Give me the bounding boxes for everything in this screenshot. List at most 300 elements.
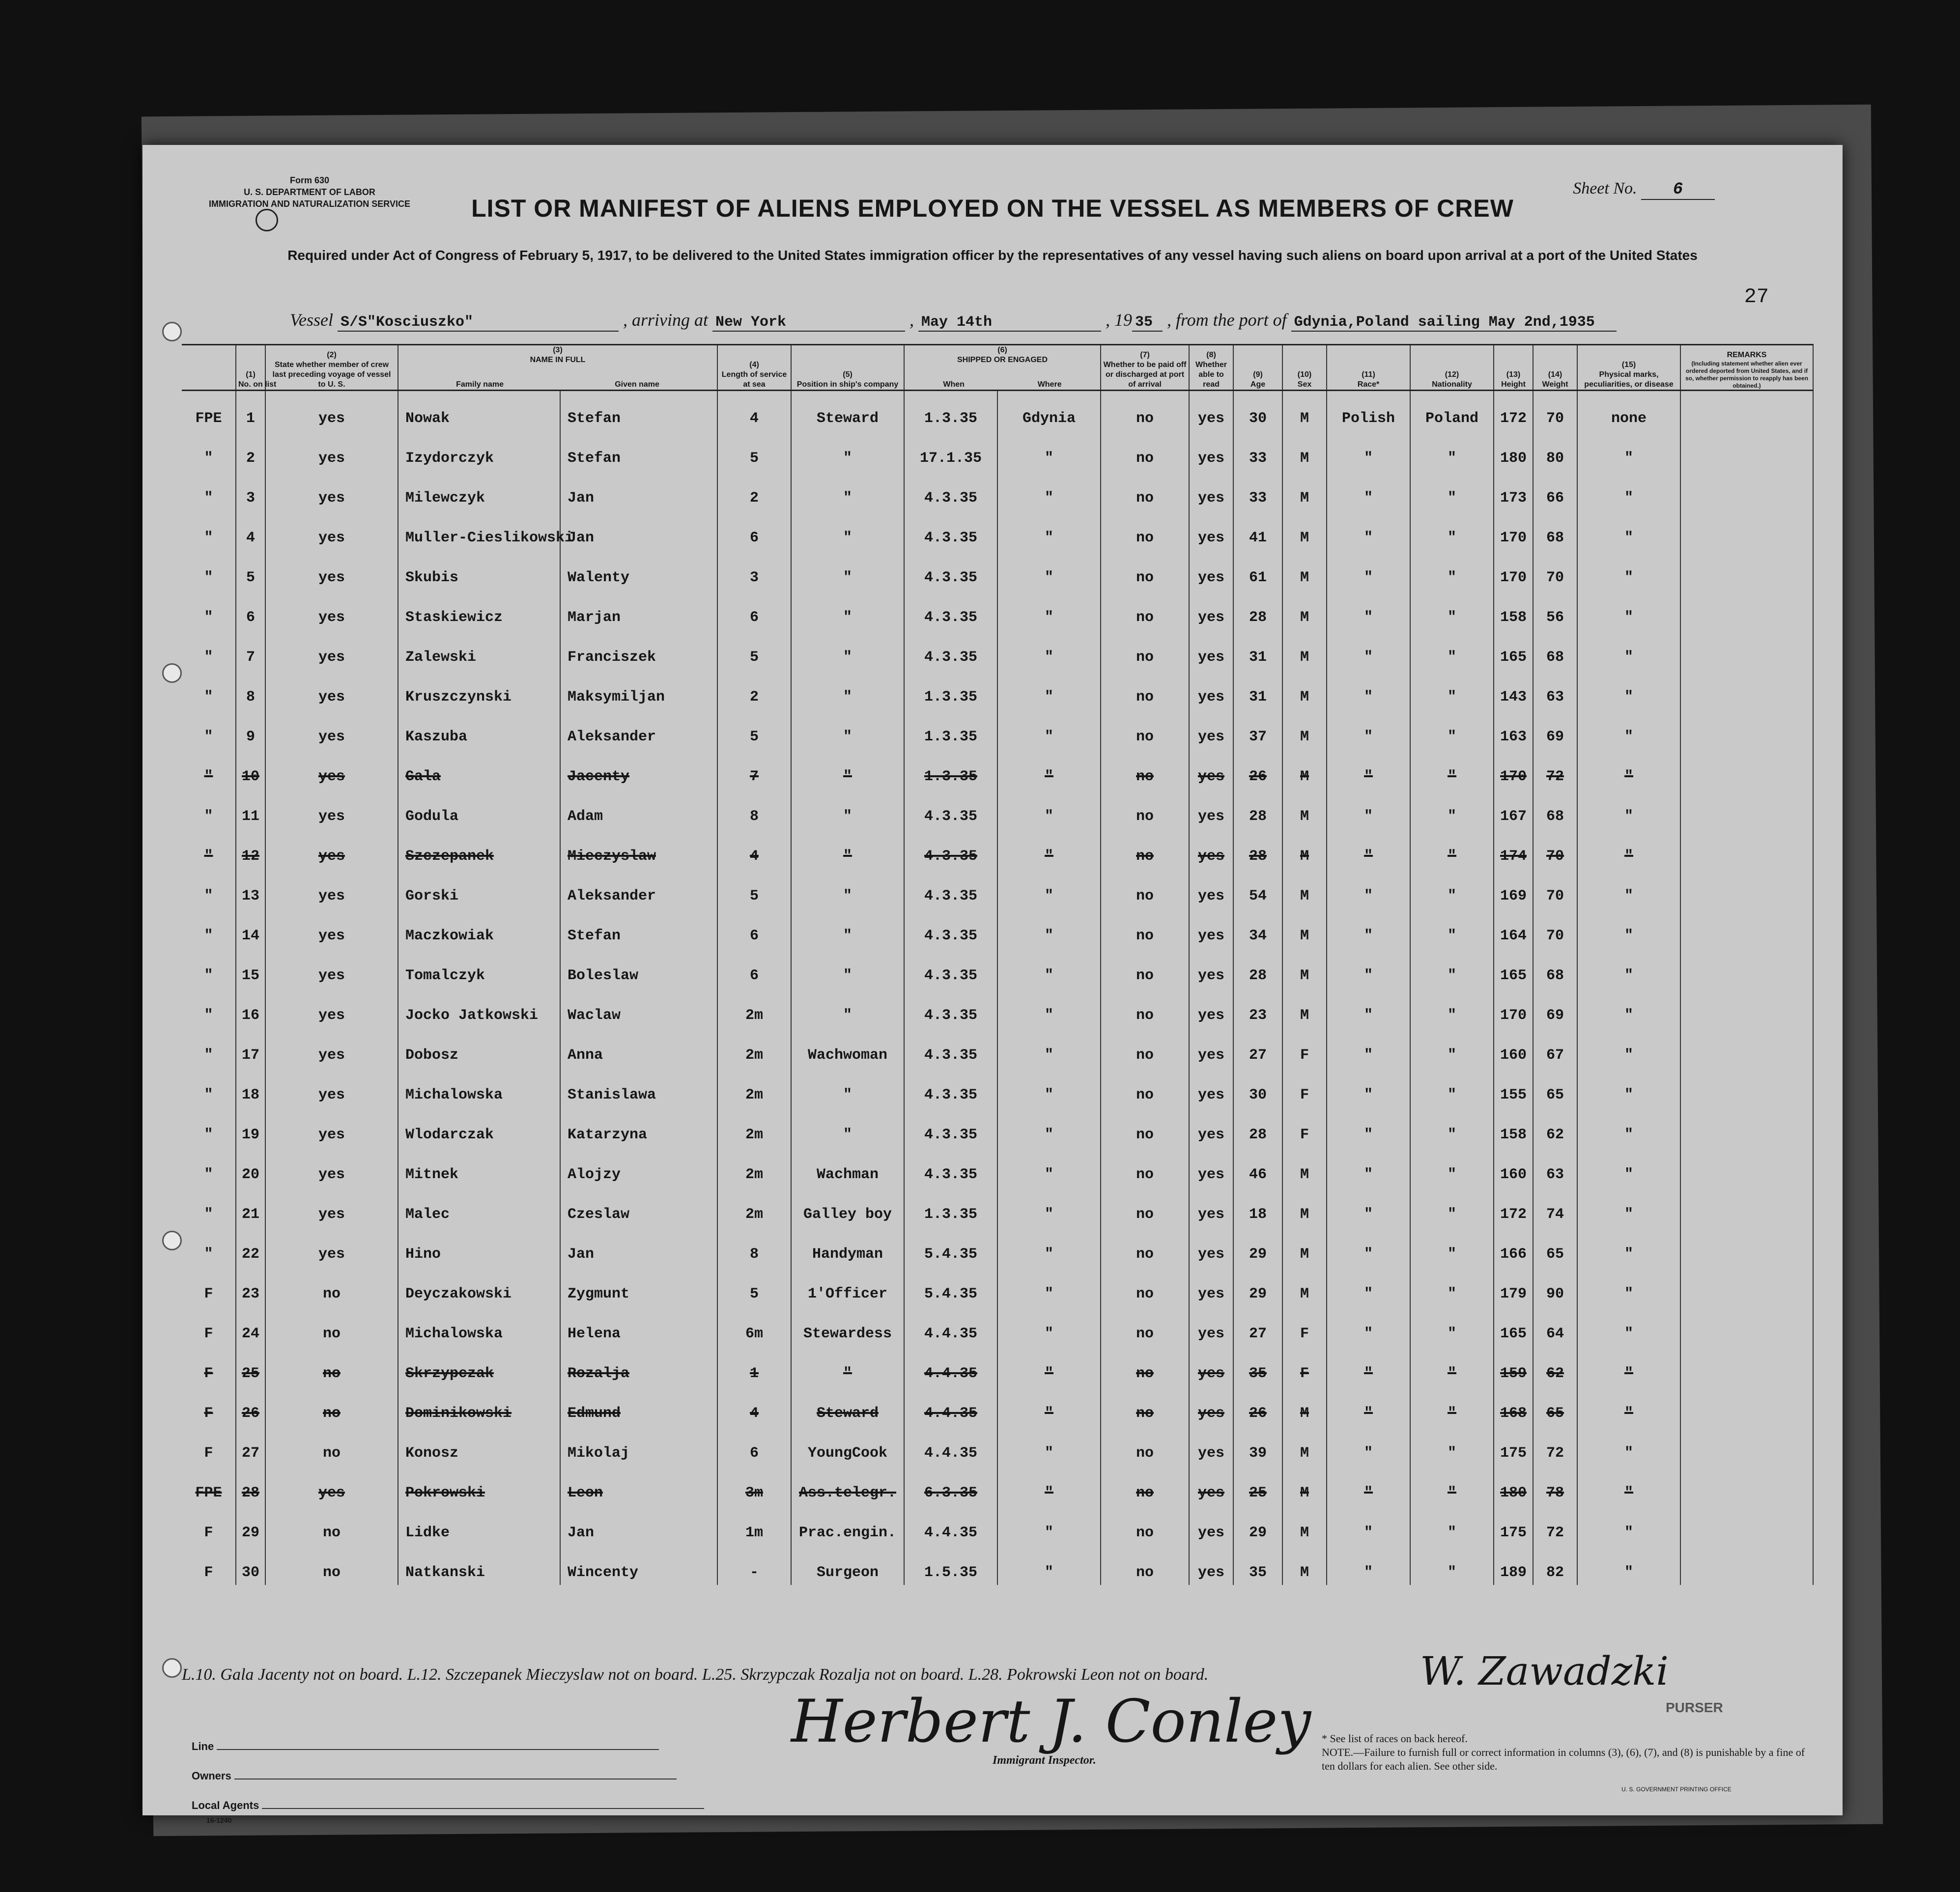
row-race: " — [1327, 1505, 1410, 1545]
row-able-to-read: yes — [1189, 670, 1233, 709]
row-previous-voyage: yes — [265, 789, 398, 829]
row-previous-voyage: yes — [265, 550, 398, 590]
row-weight: 82 — [1533, 1545, 1577, 1585]
row-physical-marks: " — [1577, 1346, 1680, 1386]
row-physical-marks: " — [1577, 1306, 1680, 1346]
row-family-name: Dobosz — [398, 1028, 560, 1068]
row-position: " — [791, 948, 904, 988]
row-position: Surgeon — [791, 1545, 904, 1585]
row-height: 174 — [1494, 829, 1533, 869]
table-row — [182, 510, 1813, 550]
row-weight: 69 — [1533, 988, 1577, 1028]
row-physical-marks: " — [1577, 1466, 1680, 1505]
row-height: 179 — [1494, 1267, 1533, 1306]
row-physical-marks: " — [1577, 1505, 1680, 1545]
row-family-name: Nowak — [398, 391, 560, 431]
row-physical-marks: " — [1577, 829, 1680, 869]
row-race: " — [1327, 1545, 1410, 1585]
when-subheader: When — [943, 380, 965, 389]
row-position: " — [791, 630, 904, 670]
row-nationality: " — [1410, 1187, 1494, 1227]
row-sex: F — [1282, 1107, 1327, 1147]
row-able-to-read: yes — [1189, 391, 1233, 431]
row-family-name: Pokrowski — [398, 1466, 560, 1505]
row-previous-voyage: yes — [265, 829, 398, 869]
row-given-name: Stefan — [560, 391, 717, 431]
table-row — [182, 1426, 1813, 1466]
row-shipped-where: " — [997, 749, 1101, 789]
row-weight: 78 — [1533, 1466, 1577, 1505]
row-physical-marks: " — [1577, 1068, 1680, 1107]
arriving-label: , arriving at — [623, 310, 708, 330]
row-age: 29 — [1233, 1267, 1282, 1306]
row-weight: 67 — [1533, 1028, 1577, 1068]
port-label: , from the port of — [1167, 310, 1287, 330]
row-physical-marks: none — [1577, 391, 1680, 431]
row-number: 4 — [236, 510, 265, 550]
row-position: Steward — [791, 1386, 904, 1426]
row-family-name: Dominikowski — [398, 1386, 560, 1426]
row-margin-mark: " — [182, 1147, 236, 1187]
row-shipped-when: 4.3.35 — [904, 1028, 997, 1068]
row-sex: M — [1282, 948, 1327, 988]
row-height: 160 — [1494, 1028, 1533, 1068]
row-race: Polish — [1327, 391, 1410, 431]
row-height: 159 — [1494, 1346, 1533, 1386]
row-age: 61 — [1233, 550, 1282, 590]
row-paid-off: no — [1101, 670, 1189, 709]
row-length-of-service: 2 — [717, 670, 791, 709]
row-weight: 70 — [1533, 550, 1577, 590]
departure-port: Gdynia,Poland sailing May 2nd,1935 — [1291, 314, 1617, 332]
row-weight: 62 — [1533, 1346, 1577, 1386]
row-shipped-where: " — [997, 908, 1101, 948]
row-physical-marks: " — [1577, 1147, 1680, 1187]
row-paid-off: no — [1101, 1505, 1189, 1545]
row-given-name: Franciszek — [560, 630, 717, 670]
row-age: 28 — [1233, 789, 1282, 829]
row-weight: 63 — [1533, 670, 1577, 709]
row-number: 7 — [236, 630, 265, 670]
row-margin-mark: F — [182, 1306, 236, 1346]
row-height: 180 — [1494, 431, 1533, 471]
table-row — [182, 431, 1813, 471]
row-able-to-read: yes — [1189, 1545, 1233, 1585]
row-family-name: Izydorczyk — [398, 431, 560, 471]
row-number: 21 — [236, 1187, 265, 1227]
row-previous-voyage: yes — [265, 1068, 398, 1107]
row-paid-off: no — [1101, 471, 1189, 510]
row-shipped-when: 4.3.35 — [904, 1068, 997, 1107]
row-weight: 62 — [1533, 1107, 1577, 1147]
row-paid-off: no — [1101, 590, 1189, 630]
row-age: 39 — [1233, 1426, 1282, 1466]
row-paid-off: no — [1101, 1147, 1189, 1187]
row-shipped-where: " — [997, 1147, 1101, 1187]
arrival-date: May 14th — [918, 314, 1101, 332]
row-nationality: " — [1410, 1346, 1494, 1386]
row-remarks — [1680, 1147, 1813, 1187]
row-margin-mark: " — [182, 630, 236, 670]
row-paid-off: no — [1101, 869, 1189, 908]
row-margin-mark: " — [182, 590, 236, 630]
row-age: 29 — [1233, 1227, 1282, 1267]
row-race: " — [1327, 1306, 1410, 1346]
row-shipped-when: 1.5.35 — [904, 1545, 997, 1585]
row-nationality: " — [1410, 1267, 1494, 1306]
row-remarks — [1680, 1227, 1813, 1267]
row-margin-mark: " — [182, 829, 236, 869]
table-row — [182, 1346, 1813, 1386]
row-physical-marks: " — [1577, 670, 1680, 709]
row-age: 31 — [1233, 630, 1282, 670]
table-row — [182, 709, 1813, 749]
row-family-name: Staskiewicz — [398, 590, 560, 630]
row-height: 189 — [1494, 1545, 1533, 1585]
row-margin-mark: " — [182, 670, 236, 709]
table-row — [182, 1187, 1813, 1227]
row-shipped-where: " — [997, 789, 1101, 829]
row-position: " — [791, 670, 904, 709]
row-sex: M — [1282, 1147, 1327, 1187]
row-length-of-service: 5 — [717, 1267, 791, 1306]
row-position: " — [791, 908, 904, 948]
row-able-to-read: yes — [1189, 1068, 1233, 1107]
row-paid-off: no — [1101, 709, 1189, 749]
col-read-header: (8) Whether able to read — [1189, 345, 1233, 391]
row-shipped-when: 4.3.35 — [904, 1147, 997, 1187]
row-physical-marks: " — [1577, 590, 1680, 630]
row-remarks — [1680, 1107, 1813, 1147]
row-physical-marks: " — [1577, 471, 1680, 510]
row-age: 46 — [1233, 1147, 1282, 1187]
row-weight: 56 — [1533, 590, 1577, 630]
row-length-of-service: 2 — [717, 471, 791, 510]
row-family-name: Gorski — [398, 869, 560, 908]
row-given-name: Aleksander — [560, 869, 717, 908]
row-family-name: Jocko Jatkowski — [398, 988, 560, 1028]
row-given-name: Anna — [560, 1028, 717, 1068]
row-family-name: Zalewski — [398, 630, 560, 670]
row-given-name: Marjan — [560, 590, 717, 630]
row-previous-voyage: yes — [265, 749, 398, 789]
row-paid-off: no — [1101, 908, 1189, 948]
table-row — [182, 1028, 1813, 1068]
row-given-name: Jan — [560, 1227, 717, 1267]
row-height: 170 — [1494, 749, 1533, 789]
row-physical-marks: " — [1577, 869, 1680, 908]
row-paid-off: no — [1101, 1346, 1189, 1386]
year-prefix: , 19 — [1106, 310, 1132, 330]
row-weight: 63 — [1533, 1147, 1577, 1187]
row-nationality: " — [1410, 630, 1494, 670]
row-margin-mark: " — [182, 749, 236, 789]
row-previous-voyage: yes — [265, 908, 398, 948]
row-number: 8 — [236, 670, 265, 709]
row-weight: 65 — [1533, 1227, 1577, 1267]
document-title: LIST OR MANIFEST OF ALIENS EMPLOYED ON THE VESSEL AS MEMBERS OF CREW — [471, 195, 1514, 222]
col-race-header: (11) Race* — [1327, 345, 1410, 391]
table-row — [182, 749, 1813, 789]
row-sex: M — [1282, 471, 1327, 510]
row-sex: M — [1282, 709, 1327, 749]
row-given-name: Waclaw — [560, 988, 717, 1028]
row-position: " — [791, 1107, 904, 1147]
row-sex: M — [1282, 670, 1327, 709]
row-height: 160 — [1494, 1147, 1533, 1187]
row-shipped-when: 4.4.35 — [904, 1346, 997, 1386]
row-remarks — [1680, 630, 1813, 670]
row-height: 175 — [1494, 1426, 1533, 1466]
table-row — [182, 1068, 1813, 1107]
row-given-name: Stanislawa — [560, 1068, 717, 1107]
row-remarks — [1680, 988, 1813, 1028]
row-family-name: Natkanski — [398, 1545, 560, 1585]
row-position: " — [791, 550, 904, 590]
row-given-name: Maksymiljan — [560, 670, 717, 709]
table-row — [182, 988, 1813, 1028]
row-shipped-where: " — [997, 670, 1101, 709]
row-length-of-service: 5 — [717, 431, 791, 471]
row-previous-voyage: yes — [265, 630, 398, 670]
row-physical-marks: " — [1577, 1227, 1680, 1267]
table-row — [182, 550, 1813, 590]
row-able-to-read: yes — [1189, 829, 1233, 869]
row-race: " — [1327, 1386, 1410, 1426]
row-margin-mark: " — [182, 789, 236, 829]
row-able-to-read: yes — [1189, 1028, 1233, 1068]
row-number: 11 — [236, 789, 265, 829]
row-remarks — [1680, 391, 1813, 431]
row-shipped-where: " — [997, 709, 1101, 749]
row-number: 14 — [236, 908, 265, 948]
purser-signature: W. Zawadzki — [1420, 1648, 1669, 1694]
row-length-of-service: 5 — [717, 630, 791, 670]
row-sex: M — [1282, 1505, 1327, 1545]
row-nationality: " — [1410, 550, 1494, 590]
row-shipped-where: Gdynia — [997, 391, 1101, 431]
row-able-to-read: yes — [1189, 471, 1233, 510]
line-label: Line — [192, 1740, 214, 1752]
row-shipped-where: " — [997, 590, 1101, 630]
row-given-name: Stefan — [560, 908, 717, 948]
given-name-subheader: Given name — [615, 380, 659, 389]
row-able-to-read: yes — [1189, 510, 1233, 550]
row-previous-voyage: no — [265, 1426, 398, 1466]
row-weight: 68 — [1533, 630, 1577, 670]
row-nationality: " — [1410, 471, 1494, 510]
row-number: 23 — [236, 1267, 265, 1306]
row-given-name: Edmund — [560, 1386, 717, 1426]
row-able-to-read: yes — [1189, 908, 1233, 948]
arrival-port: New York — [712, 314, 905, 332]
row-shipped-where: " — [997, 1386, 1101, 1426]
row-remarks — [1680, 749, 1813, 789]
row-position: " — [791, 471, 904, 510]
col-remarks-header: REMARKS (Including statement whether alien ever ordered deported from United States, and if so, whether permission to reapply has been obtained.) — [1680, 345, 1813, 391]
row-margin-mark: F — [182, 1346, 236, 1386]
row-length-of-service: - — [717, 1545, 791, 1585]
row-shipped-where: " — [997, 1068, 1101, 1107]
col-height-header: (13) Height — [1494, 345, 1533, 391]
row-previous-voyage: yes — [265, 1466, 398, 1505]
row-height: 143 — [1494, 670, 1533, 709]
col-position-header: (5) Position in ship's company — [791, 345, 904, 391]
row-height: 172 — [1494, 391, 1533, 431]
table-row — [182, 1267, 1813, 1306]
row-previous-voyage: no — [265, 1306, 398, 1346]
row-height: 165 — [1494, 948, 1533, 988]
row-age: 33 — [1233, 471, 1282, 510]
row-remarks — [1680, 1505, 1813, 1545]
row-position: Wachman — [791, 1147, 904, 1187]
row-shipped-where: " — [997, 550, 1101, 590]
row-race: " — [1327, 670, 1410, 709]
table-row — [182, 908, 1813, 948]
row-number: 12 — [236, 829, 265, 869]
row-race: " — [1327, 1187, 1410, 1227]
row-sex: M — [1282, 1545, 1327, 1585]
row-number: 2 — [236, 431, 265, 471]
table-row — [182, 1107, 1813, 1147]
row-length-of-service: 6 — [717, 510, 791, 550]
row-height: 168 — [1494, 1386, 1533, 1426]
row-nationality: " — [1410, 1386, 1494, 1426]
table-row — [182, 1227, 1813, 1267]
row-family-name: Michalowska — [398, 1306, 560, 1346]
row-shipped-when: 4.3.35 — [904, 510, 997, 550]
row-margin-mark: " — [182, 709, 236, 749]
row-shipped-when: 4.3.35 — [904, 550, 997, 590]
row-paid-off: no — [1101, 1426, 1189, 1466]
row-length-of-service: 6 — [717, 590, 791, 630]
row-given-name: Czeslaw — [560, 1187, 717, 1227]
row-number: 26 — [236, 1386, 265, 1426]
row-number: 16 — [236, 988, 265, 1028]
row-shipped-where: " — [997, 1346, 1101, 1386]
row-nationality: " — [1410, 988, 1494, 1028]
punch-hole — [162, 1658, 182, 1678]
row-previous-voyage: yes — [265, 391, 398, 431]
row-weight: 74 — [1533, 1187, 1577, 1227]
owners-label: Owners — [192, 1770, 231, 1782]
row-height: 166 — [1494, 1227, 1533, 1267]
row-sex: F — [1282, 1068, 1327, 1107]
row-race: " — [1327, 829, 1410, 869]
row-able-to-read: yes — [1189, 1227, 1233, 1267]
row-race: " — [1327, 749, 1410, 789]
row-remarks — [1680, 869, 1813, 908]
row-shipped-where: " — [997, 1187, 1101, 1227]
row-previous-voyage: yes — [265, 709, 398, 749]
row-family-name: Wlodarczak — [398, 1107, 560, 1147]
row-able-to-read: yes — [1189, 948, 1233, 988]
row-given-name: Wincenty — [560, 1545, 717, 1585]
row-age: 35 — [1233, 1346, 1282, 1386]
row-length-of-service: 1 — [717, 1346, 791, 1386]
row-number: 10 — [236, 749, 265, 789]
row-length-of-service: 4 — [717, 391, 791, 431]
row-paid-off: no — [1101, 550, 1189, 590]
row-remarks — [1680, 510, 1813, 550]
table-row — [182, 1386, 1813, 1426]
row-race: " — [1327, 1466, 1410, 1505]
row-remarks — [1680, 550, 1813, 590]
col-shipped-header: (6) SHIPPED OR ENGAGED When Where — [904, 345, 1101, 391]
row-length-of-service: 8 — [717, 1227, 791, 1267]
row-previous-voyage: yes — [265, 670, 398, 709]
row-previous-voyage: yes — [265, 948, 398, 988]
row-previous-voyage: no — [265, 1346, 398, 1386]
table-row — [182, 670, 1813, 709]
row-remarks — [1680, 1267, 1813, 1306]
row-height: 173 — [1494, 471, 1533, 510]
row-sex: M — [1282, 1187, 1327, 1227]
row-height: 172 — [1494, 1187, 1533, 1227]
row-able-to-read: yes — [1189, 1386, 1233, 1426]
row-number: 24 — [236, 1306, 265, 1346]
row-sex: M — [1282, 550, 1327, 590]
row-length-of-service: 8 — [717, 789, 791, 829]
race-note: * See list of races on back hereof. — [1322, 1732, 1468, 1745]
row-shipped-when: 5.4.35 — [904, 1267, 997, 1306]
row-shipped-where: " — [997, 829, 1101, 869]
row-able-to-read: yes — [1189, 709, 1233, 749]
col-sex-header: (10) Sex — [1282, 345, 1327, 391]
table-row — [182, 948, 1813, 988]
row-weight: 90 — [1533, 1267, 1577, 1306]
row-nationality: " — [1410, 1227, 1494, 1267]
row-nationality: " — [1410, 1068, 1494, 1107]
row-number: 15 — [236, 948, 265, 988]
row-previous-voyage: yes — [265, 471, 398, 510]
row-shipped-where: " — [997, 948, 1101, 988]
row-able-to-read: yes — [1189, 988, 1233, 1028]
row-number: 3 — [236, 471, 265, 510]
row-sex: M — [1282, 1267, 1327, 1306]
row-race: " — [1327, 1147, 1410, 1187]
page-number: 27 — [1744, 285, 1769, 309]
row-sex: M — [1282, 630, 1327, 670]
row-nationality: " — [1410, 1545, 1494, 1585]
row-margin-mark: " — [182, 948, 236, 988]
row-paid-off: no — [1101, 510, 1189, 550]
row-able-to-read: yes — [1189, 630, 1233, 670]
row-length-of-service: 2m — [717, 988, 791, 1028]
family-name-subheader: Family name — [456, 380, 504, 389]
row-nationality: " — [1410, 948, 1494, 988]
row-margin-mark: " — [182, 908, 236, 948]
row-position: " — [791, 1346, 904, 1386]
row-remarks — [1680, 1187, 1813, 1227]
row-previous-voyage: yes — [265, 590, 398, 630]
row-height: 170 — [1494, 988, 1533, 1028]
row-able-to-read: yes — [1189, 1306, 1233, 1346]
row-previous-voyage: yes — [265, 1147, 398, 1187]
row-physical-marks: " — [1577, 1426, 1680, 1466]
row-previous-voyage: no — [265, 1386, 398, 1426]
row-race: " — [1327, 1267, 1410, 1306]
row-family-name: Skubis — [398, 550, 560, 590]
row-sex: M — [1282, 988, 1327, 1028]
department-name: U. S. DEPARTMENT OF LABOR — [244, 187, 375, 197]
row-shipped-when: 1.3.35 — [904, 391, 997, 431]
row-sex: M — [1282, 1386, 1327, 1426]
row-shipped-where: " — [997, 1267, 1101, 1306]
row-age: 30 — [1233, 391, 1282, 431]
manifest-sheet — [142, 145, 1843, 1824]
row-margin-mark: " — [182, 1028, 236, 1068]
